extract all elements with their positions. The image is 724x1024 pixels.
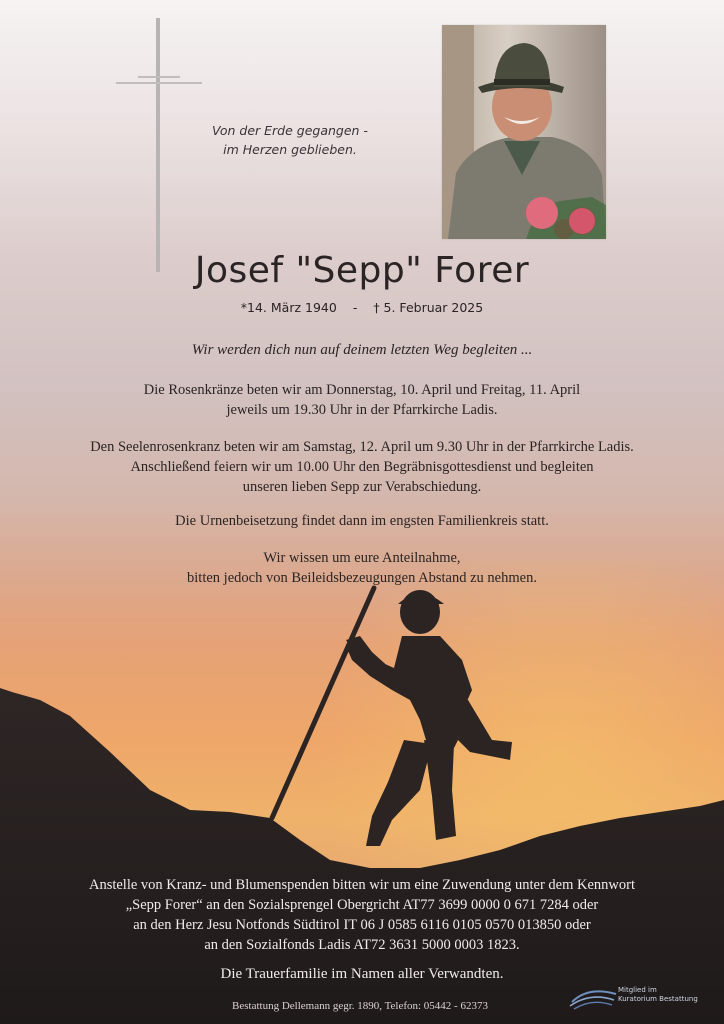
paragraph-line: Wir wissen um eure Anteilnahme, [263, 550, 461, 566]
urn-paragraph [20, 511, 704, 531]
badge-line-2: Kuratorium Bestattung [618, 995, 698, 1003]
date-separator: - [352, 300, 358, 315]
motto [200, 121, 380, 159]
death-date: † 5. Februar 2025 [373, 300, 484, 315]
donation-line: „Sepp Forer“ an den Sozialsprengel Obergricht AT77 3699 0000 0 671 7284 oder [125, 897, 599, 913]
subtitle: Wir werden dich nun auf deinem letzten Weg begleiten ... [191, 342, 533, 358]
paragraph-line: Die Urnenbeisetzung findet dann im engsten Familienkreis statt. [175, 513, 549, 529]
motto-line-1: Von der Erde gegangen - [212, 123, 368, 138]
portrait-photo [442, 25, 606, 239]
badge-line-1: Mitglied im [618, 986, 657, 994]
condolence-paragraph [20, 548, 704, 588]
paragraph-line: jeweils um 19.30 Uhr in der Pfarrkirche Ladis. [226, 402, 498, 418]
paragraph-line: bitten jedoch von Beileidsbezeugungen Abstand zu nehmen. [187, 570, 537, 586]
kuratorium-badge [618, 986, 698, 1004]
deceased-name: Josef "Sepp" Forer [194, 250, 530, 291]
closing-line: Die Trauerfamilie im Namen aller Verwandten. [220, 966, 504, 982]
paragraph-line: Die Rosenkränze beten wir am Donnerstag, 10. April und Freitag, 11. April [143, 382, 581, 398]
motto-line-2: im Herzen geblieben. [223, 142, 357, 157]
life-dates [0, 300, 724, 315]
paragraph-line: Anschließend feiern wir um 10.00 Uhr den Begräbnisgottesdienst und begleiten [130, 459, 594, 475]
cross-icon [114, 16, 204, 274]
birth-date: *14. März 1940 [240, 300, 337, 315]
donation-line: Anstelle von Kranz- und Blumenspenden bitten wir um eine Zuwendung unter dem Kennwort [88, 877, 636, 893]
paragraph-line: unseren lieben Sepp zur Verabschiedung. [242, 479, 482, 495]
donation-line: an den Sozialfonds Ladis AT72 3631 5000 0003 1823. [204, 937, 520, 953]
rosary-paragraph [20, 380, 704, 420]
funeral-paragraph [20, 437, 704, 497]
paragraph-line: Den Seelenrosenkranz beten wir am Samstag, 12. April um 9.30 Uhr in der Pfarrkirche Ladis. [90, 439, 634, 455]
donation-paragraph [20, 875, 704, 955]
donation-line: an den Herz Jesu Notfonds Südtirol IT 06 J 0585 6116 0105 0570 013850 oder [133, 917, 591, 933]
funeral-home-footer: Bestattung Dellemann gegr. 1890, Telefon: 05442 - 62373 [232, 1000, 488, 1012]
